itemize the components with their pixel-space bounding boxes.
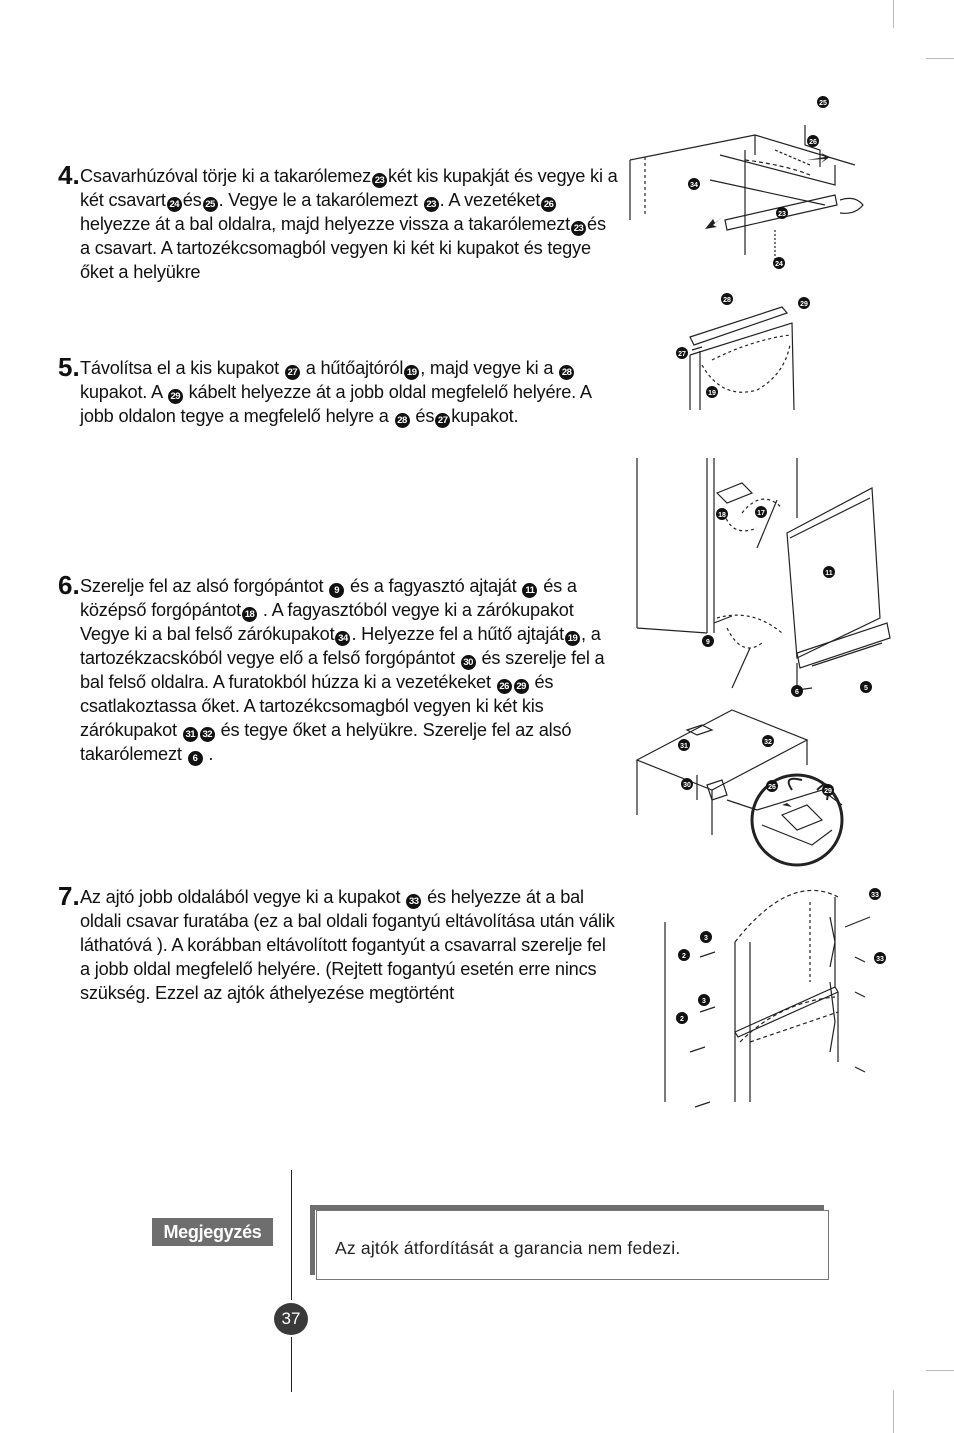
callout-label: 6 <box>795 689 799 696</box>
step-text <box>80 885 618 1005</box>
step-text-segment: két kis kupakját és vegye ki a két csavart <box>80 166 618 210</box>
callout-label: 11 <box>825 570 833 577</box>
callout-label: 32 <box>764 739 772 746</box>
callout-number: 23 <box>424 197 439 212</box>
callout-number: 11 <box>522 583 537 598</box>
callout-number: 33 <box>406 894 421 909</box>
callout-number: 26 <box>541 197 556 212</box>
step-5 <box>58 352 618 428</box>
callout-label: 3 <box>704 935 708 942</box>
step-4 <box>58 160 618 284</box>
callout-number: 19 <box>404 365 419 380</box>
callout-label: 2 <box>682 953 686 960</box>
callout-label: 28 <box>723 297 731 304</box>
callout-number: 25 <box>203 197 218 212</box>
step-text-segment: . <box>203 744 214 764</box>
callout-number: 26 <box>497 679 512 694</box>
callout-number: 19 <box>565 631 580 646</box>
callout-number: 27 <box>285 365 300 380</box>
callout-number: 24 <box>167 197 182 212</box>
callout-label: 33 <box>876 956 884 963</box>
callout-number: 9 <box>329 583 344 598</box>
callout-label: 34 <box>690 182 698 189</box>
step-7 <box>58 881 618 1005</box>
callout-label: 31 <box>680 743 688 750</box>
callout-label: 29 <box>800 301 808 308</box>
callout-label: 9 <box>706 639 710 646</box>
crop-mark <box>926 1370 954 1371</box>
callout-label: 30 <box>683 782 691 789</box>
figure-handles <box>660 882 895 1127</box>
step-text-segment: és <box>182 190 202 210</box>
callout-label: 18 <box>718 512 726 519</box>
callout-label: 2 <box>680 1016 684 1023</box>
callout-number: 28 <box>395 413 410 428</box>
divider-line <box>291 1337 292 1392</box>
step-text-segment: Az ajtó jobb oldalából vegye ki a kupakot <box>80 887 406 907</box>
callout-number: 18 <box>242 607 257 622</box>
callout-number: 23 <box>372 173 387 188</box>
step-text-segment: a hűtőajtóról <box>300 358 404 378</box>
callout-number: 29 <box>514 679 529 694</box>
step-text-segment: kábelt helyezze át a jobb oldal megfelelő helyére. A jobb oldalon tegye a megfelelő helyre a <box>80 382 591 426</box>
callout-number: 32 <box>200 727 215 742</box>
callout-label: 19 <box>708 390 716 397</box>
page-number: 37 <box>274 1303 308 1335</box>
note-text: Az ajtók átfordítását a garancia nem fedezi. <box>335 1238 681 1258</box>
step-number: 6. <box>58 570 80 600</box>
step-text-segment: és tegye őket a helyükre. Szerelje fel az alsó takarólemezt <box>80 720 572 764</box>
step-text-segment: , majd vegye ki a <box>420 358 559 378</box>
callout-label: 25 <box>819 100 827 107</box>
step-text-segment: és helyezze át a bal oldali csavar furatába (ez a bal oldali fogantyú eltávolítása után válik láthatóvá ). A korábban eltávolított fogantyút a csavarral szerelje fel a jobb oldal megfelelő helyére. (Rejtett fogantyú esetén erre nincs szükség. Ezzel az ajtók áthelyezése megtörtént <box>80 887 615 1003</box>
callout-number: 27 <box>435 413 450 428</box>
crop-mark <box>893 0 894 28</box>
step-text-segment: helyezze át a bal oldalra, majd helyezze vissza a takarólemezt <box>80 214 571 234</box>
callout-label: 27 <box>678 351 686 358</box>
step-text-segment: és a fagyasztó ajtaját <box>345 576 522 596</box>
callout-number: 28 <box>559 365 574 380</box>
step-text-segment: Csavarhúzóval törje ki a takarólemez <box>80 166 372 186</box>
step-text <box>80 356 618 428</box>
step-number: 7. <box>58 881 80 911</box>
callout-label: 17 <box>757 510 765 517</box>
callout-label: 26 <box>809 139 817 146</box>
step-text <box>80 164 618 284</box>
callout-number: 31 <box>183 727 198 742</box>
callout-number: 30 <box>461 655 476 670</box>
step-text-segment: és csatlakoztassa őket. A tartozékcsomagból vegyen ki két kis zárókupakot <box>80 672 554 740</box>
callout-number: 6 <box>188 751 203 766</box>
callout-number: 29 <box>168 389 183 404</box>
callout-label: 33 <box>871 892 879 899</box>
crop-mark <box>893 1390 894 1433</box>
callout-number: 34 <box>335 631 350 646</box>
callout-label: 23 <box>778 211 786 218</box>
step-number: 5. <box>58 352 80 382</box>
callout-label: 3 <box>702 998 706 1005</box>
step-number: 4. <box>58 160 80 190</box>
note-label: Megjegyzés <box>152 1218 273 1246</box>
step-text-segment: . A vezetéket <box>439 190 541 210</box>
figure-freezer-door <box>632 458 892 703</box>
step-text-segment: és szerelje fel a bal felső oldalra. A furatokból húzza ki a vezetékeket <box>80 648 605 692</box>
callout-label: 26 <box>768 784 776 791</box>
step-text-segment: , a tartozékzacskóból vegye elő a felső forgópántot <box>80 624 601 668</box>
note-frame <box>310 1205 315 1275</box>
step-text-segment: és a középső forgópántot <box>80 576 577 620</box>
step-text-segment: és a csavart. A tartozékcsomagból vegyen ki két ki kupakot és tegye őket a helyükre <box>80 214 606 282</box>
callout-label: 29 <box>824 788 832 795</box>
crop-mark <box>926 58 954 59</box>
callout-labels <box>688 96 829 269</box>
figure-top-cover <box>625 95 865 275</box>
step-text-segment: . Vegye le a takarólemezt <box>218 190 423 210</box>
callout-label: 24 <box>775 261 783 268</box>
figure-top-hinge <box>632 705 857 870</box>
step-text-segment: Távolítsa el a kis kupakot <box>80 358 284 378</box>
step-text-segment: . A fagyasztóból vegye ki a zárókupakot Vegye ki a bal felső zárókupakot <box>80 600 574 644</box>
step-text-segment: kupakot. A <box>80 382 167 402</box>
step-6 <box>58 570 618 766</box>
divider-line <box>291 1170 292 1300</box>
step-text-segment: . Helyezze fel a hűtő ajtaját <box>351 624 565 644</box>
step-text <box>80 574 618 766</box>
step-text-segment: és <box>410 406 435 426</box>
callout-label: 5 <box>864 685 868 692</box>
callout-number: 23 <box>571 221 586 236</box>
step-text-segment: kupakot. <box>451 406 519 426</box>
figure-door-cap <box>672 285 822 410</box>
step-text-segment: Szerelje fel az alsó forgópántot <box>80 576 329 596</box>
